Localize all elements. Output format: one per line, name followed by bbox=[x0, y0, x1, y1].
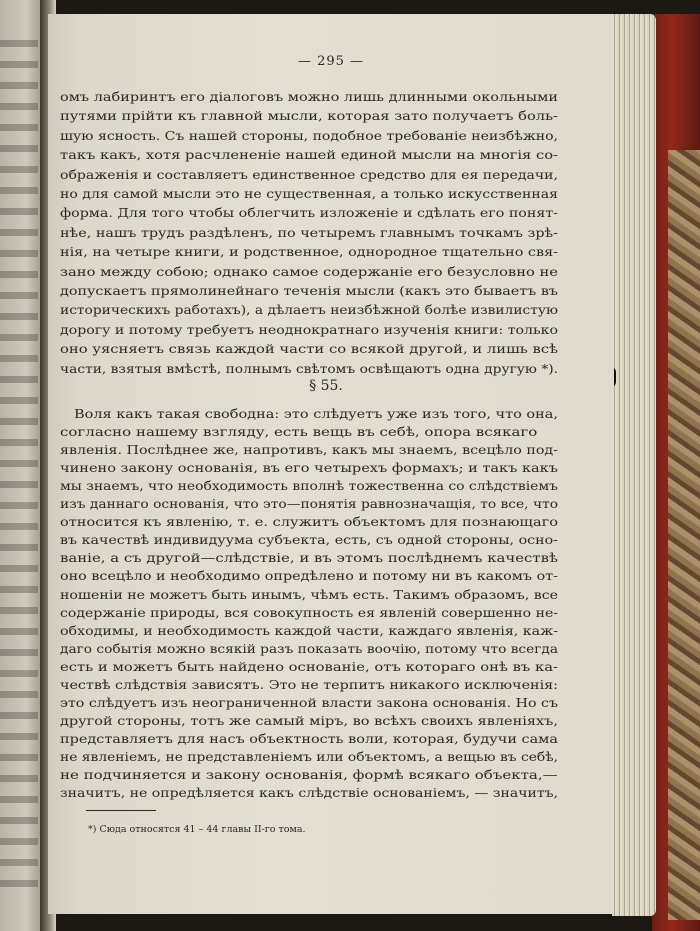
section-heading: § 55. bbox=[309, 378, 343, 394]
marbled-endpaper bbox=[668, 150, 700, 920]
text-line: есть и можетъ быть найдено основаніе, отъ котораго онѣ въ ка- bbox=[60, 659, 558, 674]
text-line: представляетъ для насъ объектность воли, которая, будучи сама bbox=[60, 731, 558, 746]
text-line: обходимы, и необходимость каждой части, каждаго явленія, каж- bbox=[60, 623, 558, 638]
text-line: содержаніе природы, вся совокупность ея явленій совершенно не- bbox=[60, 605, 558, 620]
text-line: историческихъ работахъ), а дѣлаетъ неизбѣжной болѣе извилистую bbox=[60, 303, 558, 318]
text-line: изъ даннаго основанія, что это—понятія равнозначащія, то все, что bbox=[60, 497, 558, 512]
footnote-divider bbox=[86, 810, 156, 811]
text-line: но для самой мысли это не существенная, а только искусственная bbox=[60, 187, 558, 201]
text-line: Воля какъ такая свободна: это слѣдуетъ уже изъ того, что она, bbox=[74, 407, 558, 421]
text-line: допускаетъ прямолинейнаго теченія мысли (какъ это бываетъ въ bbox=[60, 284, 558, 298]
text-line: омъ лабиринтъ его діалоговъ можно лишь длинными окольными bbox=[60, 90, 558, 104]
page-number: — 295 — bbox=[297, 54, 365, 69]
page-stack-edges bbox=[612, 14, 656, 916]
text-line: форма. Для того чтобы облегчить изложеніе и сдѣлать его понят- bbox=[60, 206, 558, 221]
text-line: ображенія и составляетъ единственное средство для ея передачи, bbox=[60, 167, 558, 182]
text-line: это слѣдуетъ изъ неограниченной власти закона основанія. Но съ bbox=[60, 695, 558, 710]
text-line: ваніе, а съ другой—слѣдствіе, и въ этомъ послѣднемъ качествѣ bbox=[60, 551, 558, 566]
book-page bbox=[48, 14, 614, 914]
text-line: явленія. Послѣднее же, напротивъ, какъ мы знаемъ, всецѣло под- bbox=[60, 443, 558, 458]
text-line: путями прійти къ главной мысли, которая зато получаетъ боль- bbox=[60, 109, 558, 124]
text-line: шую ясность. Съ нашей стороны, подобное требованіе неизбѣжно, bbox=[60, 128, 558, 143]
text-line: ношеніи не можетъ быть инымъ, чѣмъ есть. Такимъ образомъ, все bbox=[60, 587, 558, 602]
text-line: чинено закону основанія, въ его четырехъ формахъ; и такъ какъ bbox=[60, 461, 558, 476]
text-line: не явленіемъ, не представленіемъ или объектомъ, а вещью въ себѣ, bbox=[60, 749, 558, 764]
text-line: нѣе, нашъ трудъ раздѣленъ, по четыремъ главнымъ точкамъ зрѣ- bbox=[60, 225, 558, 240]
text-line: относится къ явленію, т. е. служитъ объектомъ для познающаго bbox=[60, 515, 558, 530]
text-line: даго событія можно всякій разъ показать воочію, потому что всегда bbox=[60, 641, 558, 656]
footnote: *) Сюда относятся 41 – 44 главы II-го тома. bbox=[88, 824, 306, 835]
text-line: не подчиняется и закону основанія, формѣ всякаго объекта,— bbox=[60, 768, 558, 782]
text-line: оно всецѣло и необходимо опредѣлено и потому ни въ какомъ от- bbox=[60, 569, 558, 584]
text-line: въ качествѣ индивидуума субъекта, есть, съ одной стороны, осно- bbox=[60, 533, 558, 548]
text-line: части, взятыя вмѣстѣ, полнымъ свѣтомъ освѣщаютъ одна другую *). bbox=[60, 361, 558, 376]
text-line: дорогу и потому требуетъ неоднократнаго изученія книги: только bbox=[60, 322, 558, 337]
text-line: мы знаемъ, что необходимость вполнѣ тожественна со слѣдствіемъ bbox=[60, 479, 558, 494]
text-line: чествѣ слѣдствія зависятъ. Это не терпитъ никакого исключенія: bbox=[60, 677, 558, 692]
text-line: зано между собою; однако самое содержаніе его безусловно не bbox=[60, 264, 558, 279]
text-line: другой стороны, тотъ же самый міръ, во всѣхъ своихъ явленіяхъ, bbox=[60, 713, 558, 728]
text-line: согласно нашему взгляду, есть вещь въ себѣ, опора всякаго bbox=[60, 425, 538, 440]
text-line: такъ какъ, хотя расчлененіе нашей единой мысли на многія со- bbox=[60, 148, 558, 163]
text-line: оно уясняетъ связь каждой части со всякой другой, и лишь всѣ bbox=[60, 342, 558, 357]
text-line: нія, на четыре книги, и родственное, однородное тщательно свя- bbox=[60, 245, 558, 260]
left-page-text-shadow bbox=[0, 40, 38, 900]
text-line: значитъ, не опредѣляется какъ слѣдствіе основаніемъ, — значитъ, bbox=[60, 786, 558, 801]
